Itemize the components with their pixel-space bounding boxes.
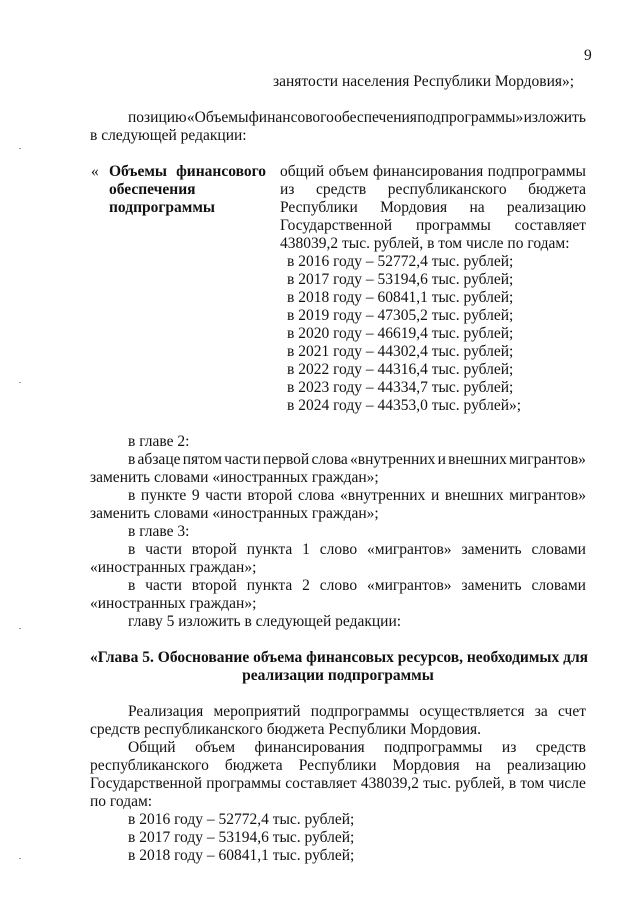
- word: заменить: [461, 577, 522, 594]
- word: на: [469, 199, 485, 216]
- word: «Объемы: [186, 109, 249, 126]
- table-year-2018: в 2018 году – 60841,1 тыс. рублей;: [287, 289, 514, 306]
- intro-line-2: [128, 109, 586, 127]
- word: Мордовия: [392, 757, 460, 774]
- chapter-3-intro: в главе 3:: [128, 523, 190, 540]
- intro-line-3: в следующей редакции:: [90, 127, 247, 144]
- table-desc-line-4: [280, 217, 586, 235]
- word: первой: [263, 451, 310, 468]
- word: части: [224, 451, 261, 468]
- table-desc-line-2: [280, 181, 586, 199]
- chapter-5-intro: главу 5 изложить в следующей редакции:: [128, 613, 402, 630]
- word: подпрограммы: [487, 163, 586, 180]
- word: «внутренних: [340, 487, 426, 504]
- chapter-5-par-1-line-1: [128, 703, 586, 721]
- word: пункта: [246, 541, 293, 558]
- word: части: [205, 487, 242, 504]
- word: части: [145, 541, 182, 558]
- word: 1: [302, 541, 310, 558]
- word: второй: [191, 577, 237, 594]
- word: в: [128, 487, 136, 504]
- chapter-5-heading-line-2: реализации подпрограммы: [242, 667, 434, 684]
- word: финансирования: [373, 163, 484, 180]
- chapter-5-par-2-line-3: [90, 775, 586, 793]
- word: программы: [206, 775, 282, 792]
- chapter-5-par-2-line-1: [128, 739, 586, 757]
- table-desc-line-3: [280, 199, 586, 217]
- word: финансового: [176, 163, 266, 180]
- word: числе: [548, 775, 586, 792]
- table-label-line-2: обеспечения: [109, 181, 196, 198]
- word: за: [534, 703, 548, 720]
- chapter-5-par-2-line-4: по годам:: [90, 793, 153, 810]
- word: на: [475, 757, 491, 774]
- word: в: [128, 577, 136, 594]
- word: «мигрантов»: [367, 541, 452, 558]
- word: программы: [415, 217, 491, 234]
- word: бюджета: [224, 757, 283, 774]
- word: средств: [316, 181, 367, 198]
- table-year-2024: в 2024 году – 44353,0 тыс. рублей»;: [287, 397, 522, 414]
- word: из: [501, 739, 517, 756]
- table-label-line-3: подпрограммы: [109, 199, 216, 216]
- word: Республики: [280, 199, 358, 216]
- word: части: [145, 577, 182, 594]
- change-4-line-2: «иностранных граждан»;: [90, 595, 257, 612]
- chapter-5-heading-line-1: «Глава 5. Обоснование объема финансовых ресурсов, необходимых для: [90, 649, 589, 666]
- word: словами: [531, 577, 586, 594]
- table-desc-line-5: 438039,2 тыс. рублей, в том числе по годам:: [280, 235, 570, 252]
- word: том: [520, 775, 545, 792]
- word: Реализация: [128, 703, 204, 720]
- chapter-5-par-2-line-2: [90, 757, 586, 775]
- chapter-5-par-1-line-2: средств республиканского бюджета Республики Мордовия.: [90, 721, 481, 738]
- word: и: [430, 487, 440, 504]
- word: слова: [311, 451, 348, 468]
- word: реализацию: [506, 199, 586, 216]
- word: составляет: [285, 775, 357, 792]
- word: Республики: [298, 757, 377, 774]
- table-year-2022: в 2022 году – 44316,4 тыс. рублей;: [287, 361, 514, 378]
- word: объем: [195, 739, 236, 756]
- page-number: 9: [584, 47, 592, 64]
- word: второй: [191, 541, 237, 558]
- word: позицию: [128, 109, 187, 126]
- word: «мигрантов»: [367, 577, 452, 594]
- change-3-line-1: [128, 541, 586, 559]
- word: республиканского: [90, 757, 209, 774]
- chapter-2-intro: в главе 2:: [128, 433, 190, 450]
- open-quote: «: [91, 163, 99, 180]
- word: Объемы: [109, 163, 167, 180]
- word: рублей,: [455, 775, 505, 792]
- word: средств: [535, 739, 586, 756]
- word: внешних: [448, 451, 507, 468]
- word: подпрограммы: [310, 703, 410, 720]
- change-2-line-1: [128, 487, 586, 505]
- change-1-line-1: [128, 451, 586, 469]
- word: второй: [247, 487, 293, 504]
- word: слово: [319, 577, 358, 594]
- change-4-line-1: [128, 577, 586, 595]
- word: Государственной: [90, 775, 203, 792]
- chapter-5-year-2016: в 2016 году – 52772,4 тыс. рублей;: [128, 811, 355, 828]
- word: пятом: [182, 451, 222, 468]
- word: общий: [280, 163, 325, 180]
- word: 438039,2: [360, 775, 419, 792]
- word: пункта: [246, 577, 293, 594]
- change-2-line-2: заменить словами «иностранных граждан»;: [90, 505, 379, 522]
- word: объем: [328, 163, 369, 180]
- word: Государственной: [280, 217, 393, 234]
- scan-speck: [19, 628, 21, 629]
- table-year-2016: в 2016 году – 52772,4 тыс. рублей;: [287, 253, 514, 270]
- word: тыс.: [423, 775, 452, 792]
- word: подпрограммы»: [417, 109, 524, 126]
- word: Мордовия: [380, 199, 448, 216]
- word: абзаце: [137, 451, 181, 468]
- word: слова: [298, 487, 335, 504]
- word: финансового: [248, 109, 334, 126]
- word: финансирования: [254, 739, 365, 756]
- word: счет: [557, 703, 586, 720]
- word: словами: [531, 541, 586, 558]
- word: изложить: [523, 109, 586, 126]
- word: в: [128, 541, 136, 558]
- word: слово: [319, 541, 358, 558]
- word: составляет: [514, 217, 586, 234]
- scan-speck: [19, 382, 21, 383]
- word: реализацию: [506, 757, 586, 774]
- word: 9: [191, 487, 200, 504]
- word: бюджета: [528, 181, 586, 198]
- word: пункте: [140, 487, 187, 504]
- chapter-5-year-2018: в 2018 году – 60841,1 тыс. рублей;: [128, 847, 355, 864]
- word: республиканского: [387, 181, 507, 198]
- word: Общий: [128, 739, 176, 756]
- word: мигрантов»: [509, 487, 586, 504]
- word: внешних: [444, 487, 504, 504]
- scan-speck: [19, 858, 21, 859]
- word: обеспечения: [334, 109, 417, 126]
- table-year-2019: в 2019 году – 47305,2 тыс. рублей;: [287, 307, 514, 324]
- word: подпрограммы: [384, 739, 483, 756]
- table-year-2017: в 2017 году – 53194,6 тыс. рублей;: [287, 271, 514, 288]
- scan-speck: [19, 148, 21, 149]
- intro-line-1: занятости населения Республики Мордовия»;: [273, 73, 575, 90]
- word: «внутренних: [350, 451, 436, 468]
- word: осуществляется: [419, 703, 525, 720]
- table-year-2020: в 2020 году – 46619,4 тыс. рублей;: [287, 325, 514, 342]
- word: мероприятий: [213, 703, 301, 720]
- word: мигрантов»: [509, 451, 586, 468]
- word: в: [128, 451, 136, 468]
- change-3-line-2: «иностранных граждан»;: [90, 559, 257, 576]
- word: заменить: [461, 541, 522, 558]
- word: в: [508, 775, 517, 792]
- word: и: [437, 451, 446, 468]
- table-year-2021: в 2021 году – 44302,4 тыс. рублей;: [287, 343, 514, 360]
- word: 2: [302, 577, 310, 594]
- change-1-line-2: заменить словами «иностранных граждан»;: [90, 469, 379, 486]
- table-desc-line-1: [280, 163, 586, 181]
- chapter-5-year-2017: в 2017 году – 53194,6 тыс. рублей;: [128, 829, 355, 846]
- table-year-2023: в 2023 году – 44334,7 тыс. рублей;: [287, 379, 514, 396]
- table-label-line-1: [109, 163, 266, 181]
- word: из: [280, 181, 295, 198]
